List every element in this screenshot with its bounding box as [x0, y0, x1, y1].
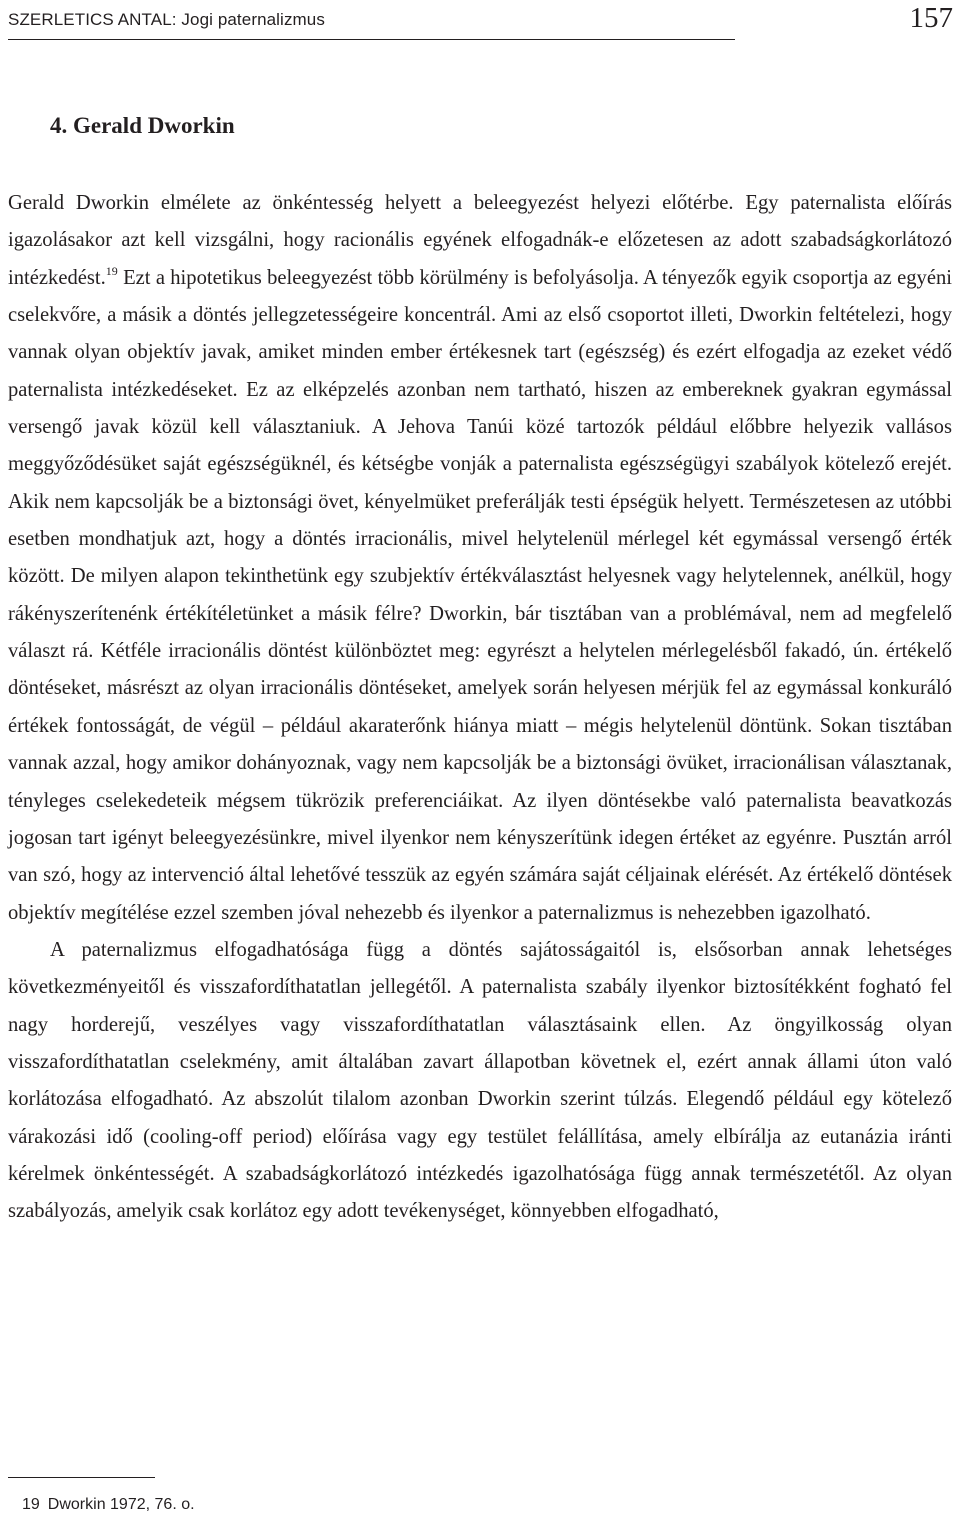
paragraph-1 [8, 185, 952, 932]
section-heading: 4. Gerald Dworkin [50, 113, 235, 138]
page-header [8, 4, 953, 44]
header-rule [8, 39, 735, 40]
footnote-text: Dworkin 1972, 76. o. [47, 1496, 195, 1513]
body-text [8, 185, 952, 1231]
footnote-number: 19 [22, 1496, 40, 1513]
page-number: 157 [909, 2, 953, 34]
footnote-reference[interactable]: 19 [105, 263, 118, 278]
paragraph-1-text-b: Ezt a hipotetikus beleegyezést több körülmény is befolyásolja. A tényezők egyik csoportja az egyéni cselekvőre, a másik a döntés jellegzetességeire koncentrál. Ami az első csoportot illeti, Dworkin feltételezi, hogy vannak olyan objektív javak, amiket minden ember értékesnek tart (egészség) és ezért elfogadja az ezeket védő paternalista intézkedéseket. Ez az elképzelés azonban nem tartható, hiszen az embereknek gyakran egymással versengő javak közül kell választaniuk. A Jehova Tanúi közé tartozók például előbbre helyezik vallásos meggyőződésüket saját egészségüknél, és kétségbe vonják a paternalista egészségügyi szabályok kötelező erejét. Akik nem kapcsolják be a biztonsági övet, kényelmüket preferálják testi épségük helyett. Természetesen az utóbbi esetben mondhatjuk azt, hogy a döntés irracionális, mivel helytelenül mérlegel két egymással versengő érték között. De milyen alapon tekinthetünk egy szubjektív értékválasztást helyesnek vagy helytelennek, anélkül, hogy rákényszerítenénk értékítéletünket a másik félre? Dworkin, bár tisztában van a problémával, nem ad megfelelő választ rá. Kétféle irracionális döntést különböztet meg: egyrészt a helytelen mérlegelésből fakadó, ún. értékelő döntéseket, másrészt az olyan irracionális döntéseket, amelyek során helyesen mérjük fel az egymással konkuráló értékek fontosságát, de végül – például akaraterőnk hiánya miatt – mégis helytelenül döntünk. Sokan tisztában vannak azzal, hogy amikor dohányoznak, vagy nem kapcsolják be a biztonsági övüket, irracionálisan választanak, tényleges cselekedeteik mégsem tükrözik preferenciáikat. Az ilyen döntésekbe való paternalista beavatkozás jogosan tart igényt beleegyezésünkre, mivel ilyenkor nem kényszerítünk idegen értéket az egyénre. Pusztán arról van szó, hogy az intervenció által lehetővé tesszük az egyén számára saját céljainak elérését. Az értékelő döntések objektív megítélése ezzel szemben jóval nehezebb és ilyenkor a paternalizmus is nehezebben igazolható. [8, 266, 952, 924]
paragraph-2: A paternalizmus elfogadhatósága függ a döntés sajátosságaitól is, elsősorban annak lehetséges következményeitől és visszafordíthatatlan jellegétől. A paternalista szabály ilyenkor biztosítékként fogható fel nagy horderejű, veszélyes vagy visszafordíthatatlan választásaink ellen. Az öngyilkosság olyan visszafordíthatatlan cselekmény, amit általában zavart állapotban követnek el, ezért annak állami úton való korlátozása elfogadható. Az abszolút tilalom azonban Dworkin szerint túlzás. Elegendő például egy kötelező várakozási idő (cooling-off period) előírása vagy egy testület felállítása, amely elbírálja az eutanázia iránti kérelmek önkéntességét. A szabadságkorlátozó intézkedés igazolhatósága függ annak természetétől. Az olyan szabályozás, amelyik csak korlátoz egy adott tevékenységet, könnyebben elfogadható, [8, 938, 952, 1223]
paragraph-1-text-a: Gerald Dworkin elmélete az önkéntesség helyett a beleegyezést helyezi előtérbe. Egy paternalista előírás igazolásakor azt kell vizsgálni, hogy racionális egyének elfogadnák-e előzetesen az adott szabadságkorlátozó intézkedést. [8, 192, 952, 289]
running-head: SZERLETICS ANTAL: Jogi paternalizmus [8, 10, 325, 29]
footnote-rule [8, 1477, 155, 1478]
footnote [22, 1496, 195, 1514]
